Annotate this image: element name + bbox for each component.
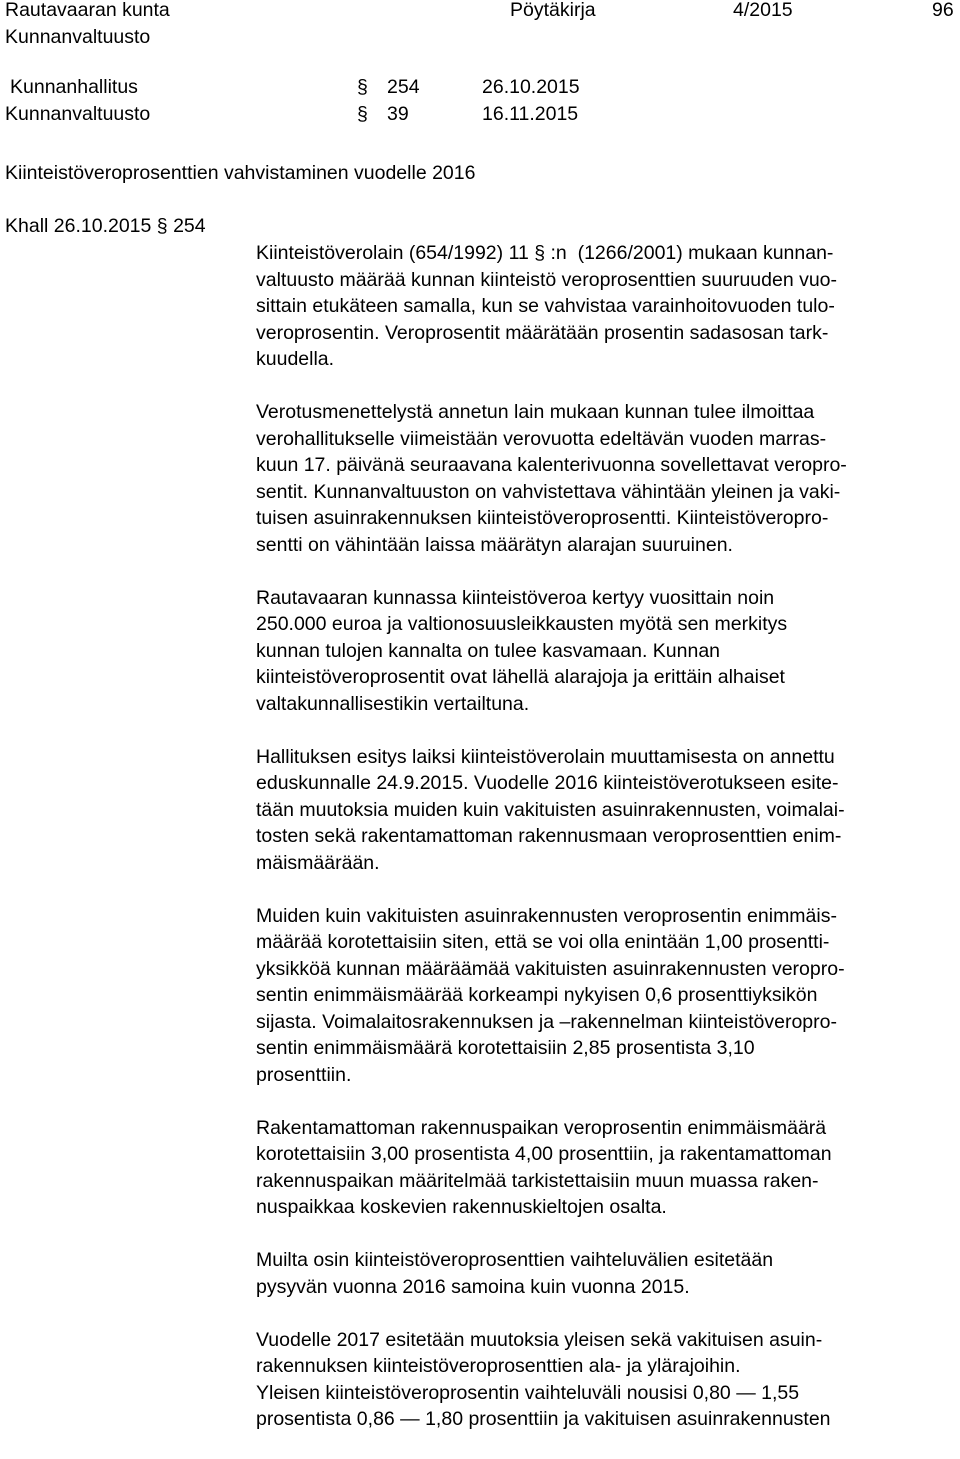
paragraph-line: Muilta osin kiinteistöveroprosenttien vaihteluvälien esitetään (256, 1249, 774, 1271)
paragraph-line: sittain etukäteen samalla, kun se vahvistaa varainhoitovuoden tulo- (256, 295, 835, 317)
paragraph (256, 240, 956, 373)
paragraph-line: Verotusmenettelystä annetun lain mukaan kunnan tulee ilmoittaa (256, 401, 815, 423)
khall-prefix: Khall 26.10.2015 (5, 215, 152, 237)
paragraph-line: tosten sekä rakentamattoman rakennusmaan veroprosenttien enim- (256, 825, 842, 847)
paragraph-line: kiinteistöveroprosentit ovat lähellä alarajoja ja erittäin alhaiset (256, 666, 785, 688)
khall-number: 254 (173, 215, 206, 237)
paragraph-line: Yleisen kiinteistöveroprosentin vaihteluväli nousisi 0,80 — 1,55 (256, 1381, 800, 1404)
reference-date: 26.10.2015 (482, 76, 580, 98)
paragraph-line: eduskunnalle 24.9.2015. Vuodelle 2016 kiinteistöverotukseen esite- (256, 772, 839, 794)
section-mark: § (357, 103, 368, 125)
paragraph-line: sentit. Kunnanvaltuuston on vahvistettava vähintään yleinen ja vaki- (256, 480, 841, 503)
reference-body: Kunnanhallitus (10, 76, 138, 98)
paragraph-line: rakennuspaikan määritelmää tarkistettaisiin muun muassa raken- (256, 1169, 819, 1192)
paragraph-line: määrää korotettaisiin siten, että se voi olla enintään 1,00 prosentti- (256, 931, 830, 953)
paragraph-line: valtakunnallisestikin vertailtuna. (256, 692, 530, 715)
paragraph-line: kunnan tulojen kannalta on tulee kasvamaan. Kunnan (256, 639, 721, 662)
paragraph-line: yksikköä kunnan määräämää vakituisten asuinrakennusten veropro- (256, 957, 845, 980)
paragraph-line: sijasta. Voimalaitosrakennuksen ja –rakennelman kiinteistöveropro- (256, 1010, 837, 1033)
reference-number: 39 (387, 103, 409, 125)
paragraph-line: tuisen asuinrakennuksen kiinteistöveroprosentti. Kiinteistöveropro- (256, 507, 829, 529)
reference-date: 16.11.2015 (482, 103, 579, 125)
municipality-name: Rautavaaran kunta (5, 0, 170, 21)
paragraph-line: Rautavaaran kunnassa kiinteistöveroa kertyy vuosittain noin (256, 586, 775, 609)
paragraph-line: pysyvän vuonna 2016 samoina kuin vuonna 2015. (256, 1275, 690, 1298)
paragraph-line: sentin enimmäismäärää korkeampi nykyisen 0,6 prosenttiyksikön (256, 984, 818, 1006)
document-title: Kiinteistöveroprosenttien vahvistaminen vuodelle 2016 (5, 162, 476, 184)
paragraph-line: Rakentamattoman rakennuspaikan veroprosentin enimmäismäärä (256, 1116, 827, 1139)
reference-body: Kunnanvaltuusto (5, 103, 151, 125)
paragraph-line: korotettaisiin 3,00 prosentista 4,00 prosenttiin, ja rakentamattoman (256, 1143, 832, 1165)
paragraph-line: kuudella. (256, 348, 335, 370)
reference-number: 254 (387, 76, 420, 98)
khall-reference (5, 213, 206, 240)
paragraph-line: nuspaikkaa koskevien rakennuskieltojen osalta. (256, 1196, 667, 1218)
paragraph-line: verohallitukselle viimeistään verovuotta edeltävän vuoden marras- (256, 427, 827, 450)
paragraph-line: prosentista 0,86 — 1,80 prosenttiin ja vakituisen asuinrakennusten (256, 1408, 831, 1430)
paragraph-line: Hallituksen esitys laiksi kiinteistöverolain muuttamisesta on annettu (256, 745, 835, 768)
paragraph (256, 903, 956, 1089)
paragraph-line: sentti on vähintään laissa määrätyn alarajan suuruinen. (256, 533, 733, 556)
paragraph (256, 1115, 956, 1221)
paragraph-line: kuun 17. päivänä seuraavana kalenterivuonna sovellettavat veropro- (256, 454, 847, 476)
paragraph (256, 399, 956, 558)
paragraph-line: rakennuksen kiinteistöveroprosenttien ala- ja ylärajoihin. (256, 1355, 741, 1377)
paragraph-line: veroprosentin. Veroprosentit määrätään prosentin sadasosan tark- (256, 321, 829, 344)
paragraph (256, 585, 956, 718)
paragraph-line: sentin enimmäismäärä korotettaisiin 2,85 prosentista 3,10 (256, 1037, 755, 1059)
council-name: Kunnanvaltuusto (5, 25, 151, 48)
paragraph-line: Vuodelle 2017 esitetään muutoksia yleisen sekä vakituisen asuin- (256, 1328, 823, 1351)
paragraph (256, 744, 956, 877)
paragraph (256, 1247, 956, 1300)
header-left (5, 0, 170, 50)
section-mark: § (357, 76, 368, 98)
paragraph-line: tään muutoksia muiden kuin vakituisten asuinrakennusten, voimalai- (256, 798, 845, 821)
paragraph-line: valtuusto määrää kunnan kiinteistö veroprosenttien suuruuden vuo- (256, 268, 838, 291)
paragraph-line: Kiinteistöverolain (654/1992) 11 § :n (1266/2001) mukaan kunnan- (256, 242, 834, 264)
paragraph-line: mäismäärään. (256, 851, 380, 874)
document-body (256, 240, 956, 1459)
paragraph-line: 250.000 euroa ja valtionosuusleikkausten myötä sen merkitys (256, 613, 788, 635)
paragraph-line: Muiden kuin vakituisten asuinrakennusten veroprosentin enimmäis- (256, 904, 837, 927)
page-number: 96 (932, 0, 954, 21)
paragraph-line: prosenttiin. (256, 1063, 352, 1086)
document-number: 4/2015 (733, 0, 793, 21)
document-type: Pöytäkirja (510, 0, 596, 21)
paragraph (256, 1327, 956, 1433)
section-mark: § (156, 215, 168, 237)
